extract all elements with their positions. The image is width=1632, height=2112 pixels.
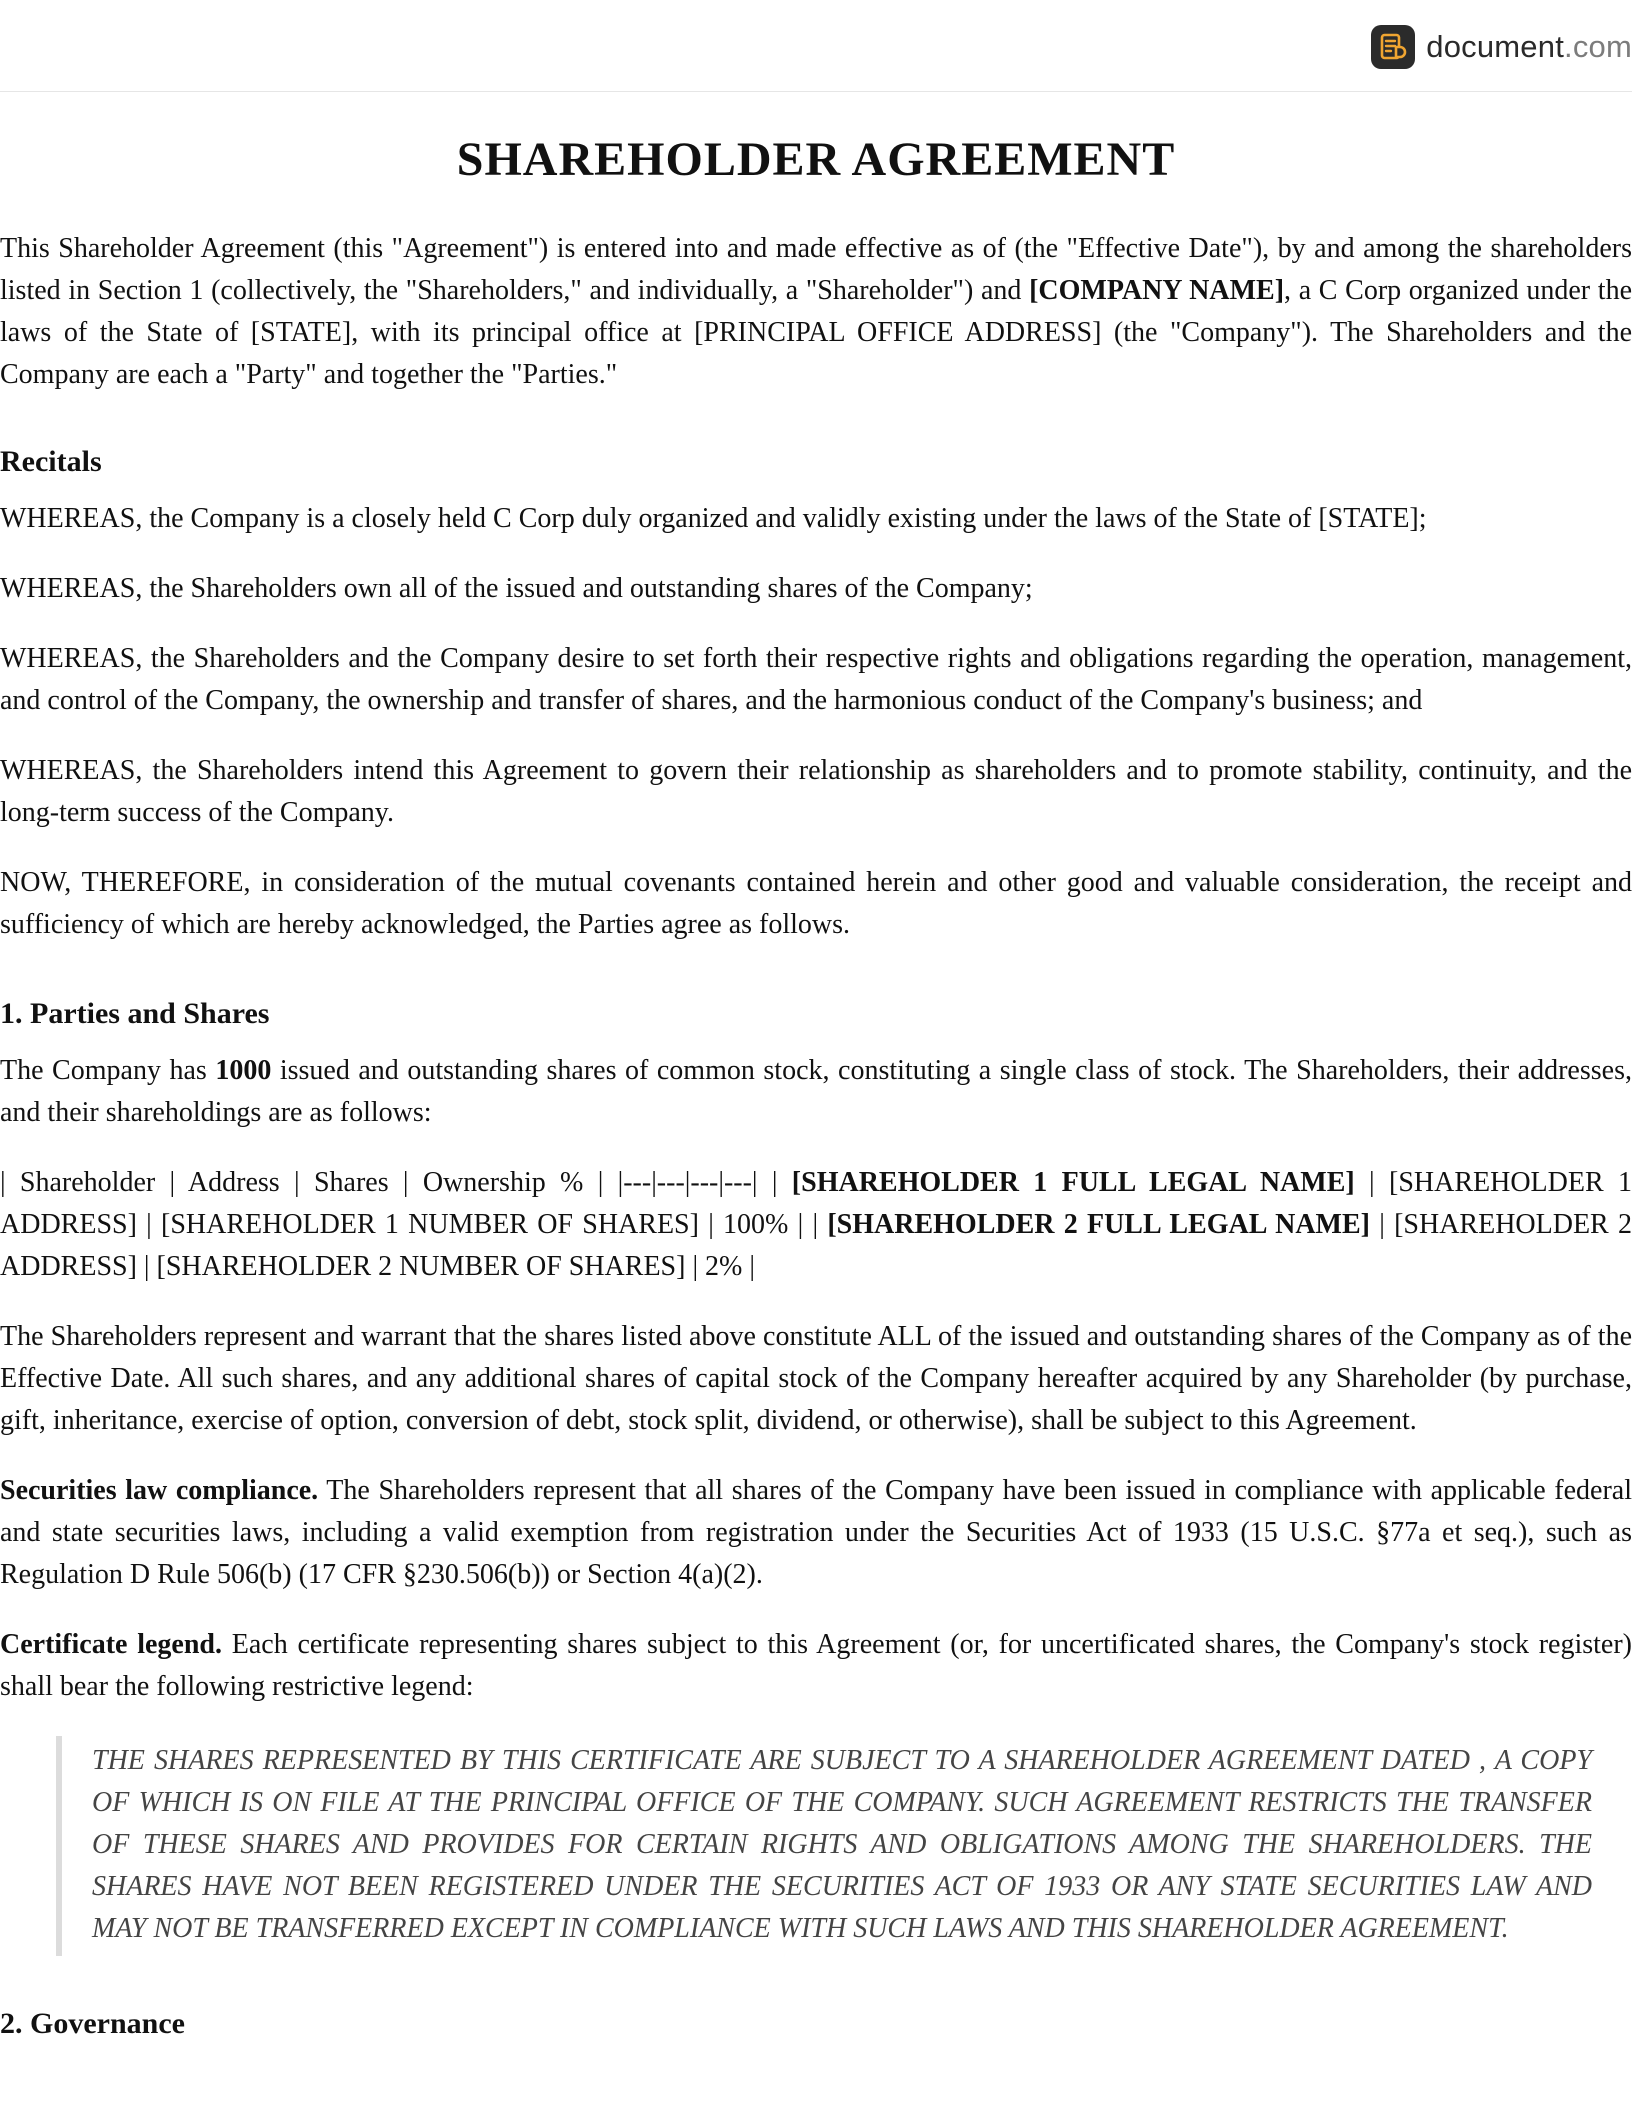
section-2-heading: 2. Governance — [0, 2007, 185, 2040]
representation-paragraph: The Shareholders represent and warrant that the shares listed above constitute ALL of the issued and outstanding shares of the Company as of the Effective Date. All such shares, and any additional shares of capital stock of the Company hereafter acquired by any Shareholder (by purchase, gift, inheritance, exercise of option, conversion of debt, stock split, dividend, or otherwise), shall be subject to this Agreement. — [0, 1321, 1632, 1436]
securities-compliance-paragraph: Securities law compliance. The Shareholders represent that all shares of the Company have been issued in compliance with applicable federal and state securities laws, including a valid exemption from registration under the Securities Act of 1933 (15 U.S.C. §77a et seq.), such as Regulation D Rule 506(b) (17 CFR §230.506(b)) or Section 4(a)(2). — [0, 1475, 1632, 1590]
recital-item: WHEREAS, the Shareholders own all of the issued and outstanding shares of the Company; — [0, 573, 1033, 604]
shares-count: 1000 — [215, 1055, 272, 1086]
shareholder-table-text: | Shareholder | Address | Shares | Ownership % | |---|---|---|---| | [SHAREHOLDER 1 FULL LEGAL NAME] | [SHAREHOLDER 1 ADDRESS] | [SHAREHOLDER 1 NUMBER OF SHARES] | 100% | | [SHAREHOLDER 2 FULL LEGAL NAME] | [SHAREHOLDER 2 ADDRESS] | [SHAREHOLDER 2 NUMBER OF SHARES] | 2% | — [0, 1167, 1632, 1282]
document-body — [0, 92, 1632, 2044]
certificate-legend-paragraph: Certificate legend. Each certificate representing shares subject to this Agreement (or, for uncertificated shares, the Company's stock register) shall bear the following restrictive legend: — [0, 1629, 1632, 1702]
shareholder-1-name: [SHAREHOLDER 1 FULL LEGAL NAME] — [791, 1167, 1355, 1198]
recital-item: WHEREAS, the Company is a closely held C Corp duly organized and validly existing under the laws of the State of [STATE]; — [0, 503, 1427, 534]
document-logo-icon — [1371, 25, 1415, 69]
recital-item: WHEREAS, the Shareholders intend this Agreement to govern their relationship as shareholders and to promote stability, continuity, and the long-term success of the Company. — [0, 755, 1632, 828]
brand-logo[interactable] — [1371, 24, 1632, 70]
document-title: SHAREHOLDER AGREEMENT — [456, 133, 1176, 186]
brand-name: document.com — [1426, 29, 1632, 64]
securities-compliance-label: Securities law compliance. — [0, 1475, 319, 1506]
section-1-heading: 1. Parties and Shares — [0, 997, 270, 1030]
recital-now-therefore: NOW, THEREFORE, in consideration of the mutual covenants contained herein and other good and valuable consideration, the receipt and sufficiency of which are hereby acknowledged, the Parties agree as follows. — [0, 867, 1632, 940]
top-header — [0, 0, 1632, 92]
shares-paragraph: The Company has 1000 issued and outstanding shares of common stock, constituting a single class of stock. The Shareholders, their addresses, and their shareholdings are as follows: — [0, 1055, 1632, 1128]
recital-item: WHEREAS, the Shareholders and the Company desire to set forth their respective rights and obligations regarding the operation, management, and control of the Company, the ownership and transfer of shares, and the harmonious conduct of the Company's business; and — [0, 643, 1632, 716]
restrictive-legend-quote: THE SHARES REPRESENTED BY THIS CERTIFICATE ARE SUBJECT TO A SHAREHOLDER AGREEMENT DATED , A COPY OF WHICH IS ON FILE AT THE PRINCIPAL OFFICE OF THE COMPANY. SUCH AGREEMENT RESTRICTS THE TRANSFER OF THESE SHARES AND PROVIDES FOR CERTAIN RIGHTS AND OBLIGATIONS AMONG THE SHAREHOLDERS. THE SHARES HAVE NOT BEEN REGISTERED UNDER THE SECURITIES ACT OF 1933 OR ANY STATE SECURITIES LAW AND MAY NOT BE TRANSFERRED EXCEPT IN COMPLIANCE WITH SUCH LAWS AND THIS SHAREHOLDER AGREEMENT. — [56, 1736, 1592, 1956]
shareholder-2-name: [SHAREHOLDER 2 FULL LEGAL NAME] — [827, 1209, 1370, 1240]
certificate-legend-label: Certificate legend. — [0, 1629, 222, 1660]
intro-paragraph: This Shareholder Agreement (this "Agreement") is entered into and made effective as of (the "Effective Date"), by and among the shareholders listed in Section 1 (collectively, the "Shareholders," and individually, a "Shareholder") and [COMPANY NAME], a C Corp organized under the laws of the State of [STATE], with its principal office at [PRINCIPAL OFFICE ADDRESS] (the "Company"). The Shareholders and the Company are each a "Party" and together the "Parties." — [0, 233, 1632, 390]
recitals-heading: Recitals — [0, 445, 102, 478]
company-name-placeholder: [COMPANY NAME] — [1029, 275, 1285, 306]
